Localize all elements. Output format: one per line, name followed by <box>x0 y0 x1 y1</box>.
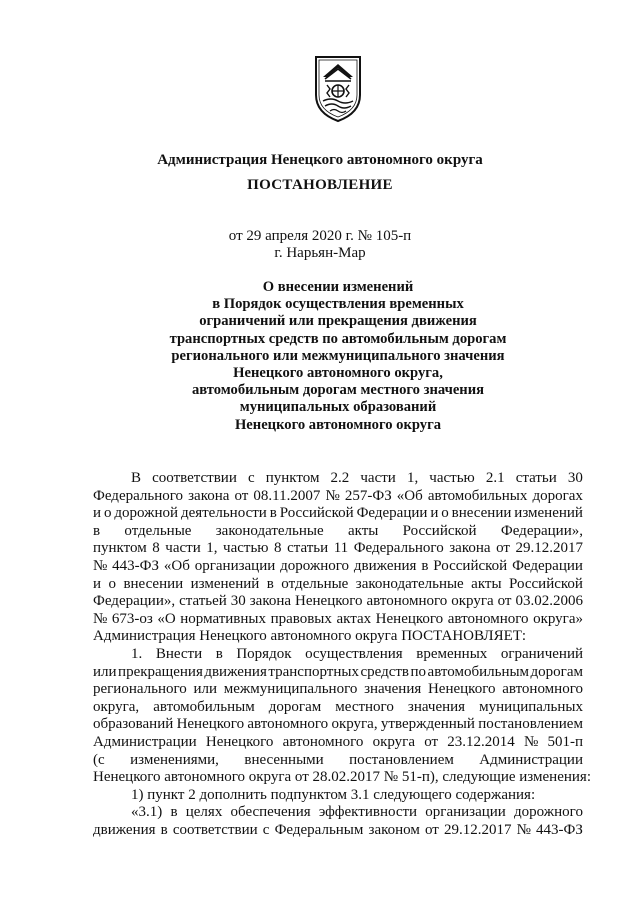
title-line: муниципальных образований <box>239 399 437 416</box>
title-line: автомобильным дорогам местного значения <box>191 382 485 399</box>
body-line: округа, автомобильным дорогам местного значения муниципальных <box>93 698 583 715</box>
city: г. Нарьян-Мар <box>274 245 366 261</box>
body-line: 1. Внести в Порядок осуществления временных ограничений <box>131 645 583 662</box>
title-line: транспортных средств по автомобильным дорогам <box>169 330 507 347</box>
body-line: и о внесении изменений в отдельные законодательные акты Российской <box>93 575 583 592</box>
body-line: и о дорожной деятельности в Российской Федерации и о внесении изменений <box>93 505 583 522</box>
organization-name: Администрация Ненецкого автономного округа <box>157 152 483 168</box>
body-line: в отдельные законодательные акты Российской Федерации», <box>93 522 583 539</box>
body-line: Федерации», статьей 30 закона Ненецкого автономного округа от 03.02.2006 <box>93 593 583 610</box>
body-line: «3.1) в целях обеспечения эффективности организации дорожного <box>131 804 583 821</box>
title-line: ограничений или прекращения движения <box>199 313 477 330</box>
body-line: Ненецкого автономного округа от 28.02.2017 № 51-п), следующие изменения: <box>93 769 591 786</box>
date-number: от 29 апреля 2020 г. № 105-п <box>228 228 412 244</box>
body-line: образований Ненецкого автономного округа, утвержденный постановлением <box>93 716 583 733</box>
document-type: ПОСТАНОВЛЕНИЕ <box>247 177 393 193</box>
body-line: № 673-оз «О нормативных правовых актах Ненецкого автономного округа» <box>93 610 583 627</box>
body-line: движения в соответствии с Федеральным законом от 29.12.2017 № 443-ФЗ <box>93 821 583 838</box>
body-line: или прекращения движения транспортных средств по автомобильным дорогам <box>93 663 583 680</box>
body-line: № 443-ФЗ «Об организации дорожного движения в Российской Федерации <box>93 557 583 574</box>
document-body <box>93 470 591 839</box>
body-line: регионального или межмуниципального значения Ненецкого автономного <box>93 681 583 698</box>
document-title <box>100 279 576 434</box>
title-line: регионального или межмуниципального значения <box>171 347 505 364</box>
body-line: 1) пункт 2 дополнить подпунктом 3.1 следующего содержания: <box>131 786 536 803</box>
coat-of-arms-emblem-icon <box>313 55 363 123</box>
title-line: Ненецкого автономного округа, <box>233 365 443 382</box>
title-line: Ненецкого автономного округа <box>234 416 442 433</box>
body-line: пунктом 8 части 1, частью 8 статьи 11 Федерального закона от 29.12.2017 <box>93 540 583 557</box>
body-line: Администрации Ненецкого автономного округа от 23.12.2014 № 501-п <box>93 733 583 750</box>
body-line: В соответствии с пунктом 2.2 части 1, частью 2.1 статьи 30 <box>131 470 583 486</box>
title-line: О внесении изменений <box>262 279 414 295</box>
body-line: Администрация Ненецкого автономного округа ПОСТАНОВЛЯЕТ: <box>93 628 527 645</box>
body-line: Федерального закона от 08.11.2007 № 257-ФЗ «Об автомобильных дорогах <box>93 487 583 504</box>
body-line: (с изменениями, внесенными постановлением Администрации <box>93 751 583 768</box>
title-line: в Порядок осуществления временных <box>212 296 464 313</box>
